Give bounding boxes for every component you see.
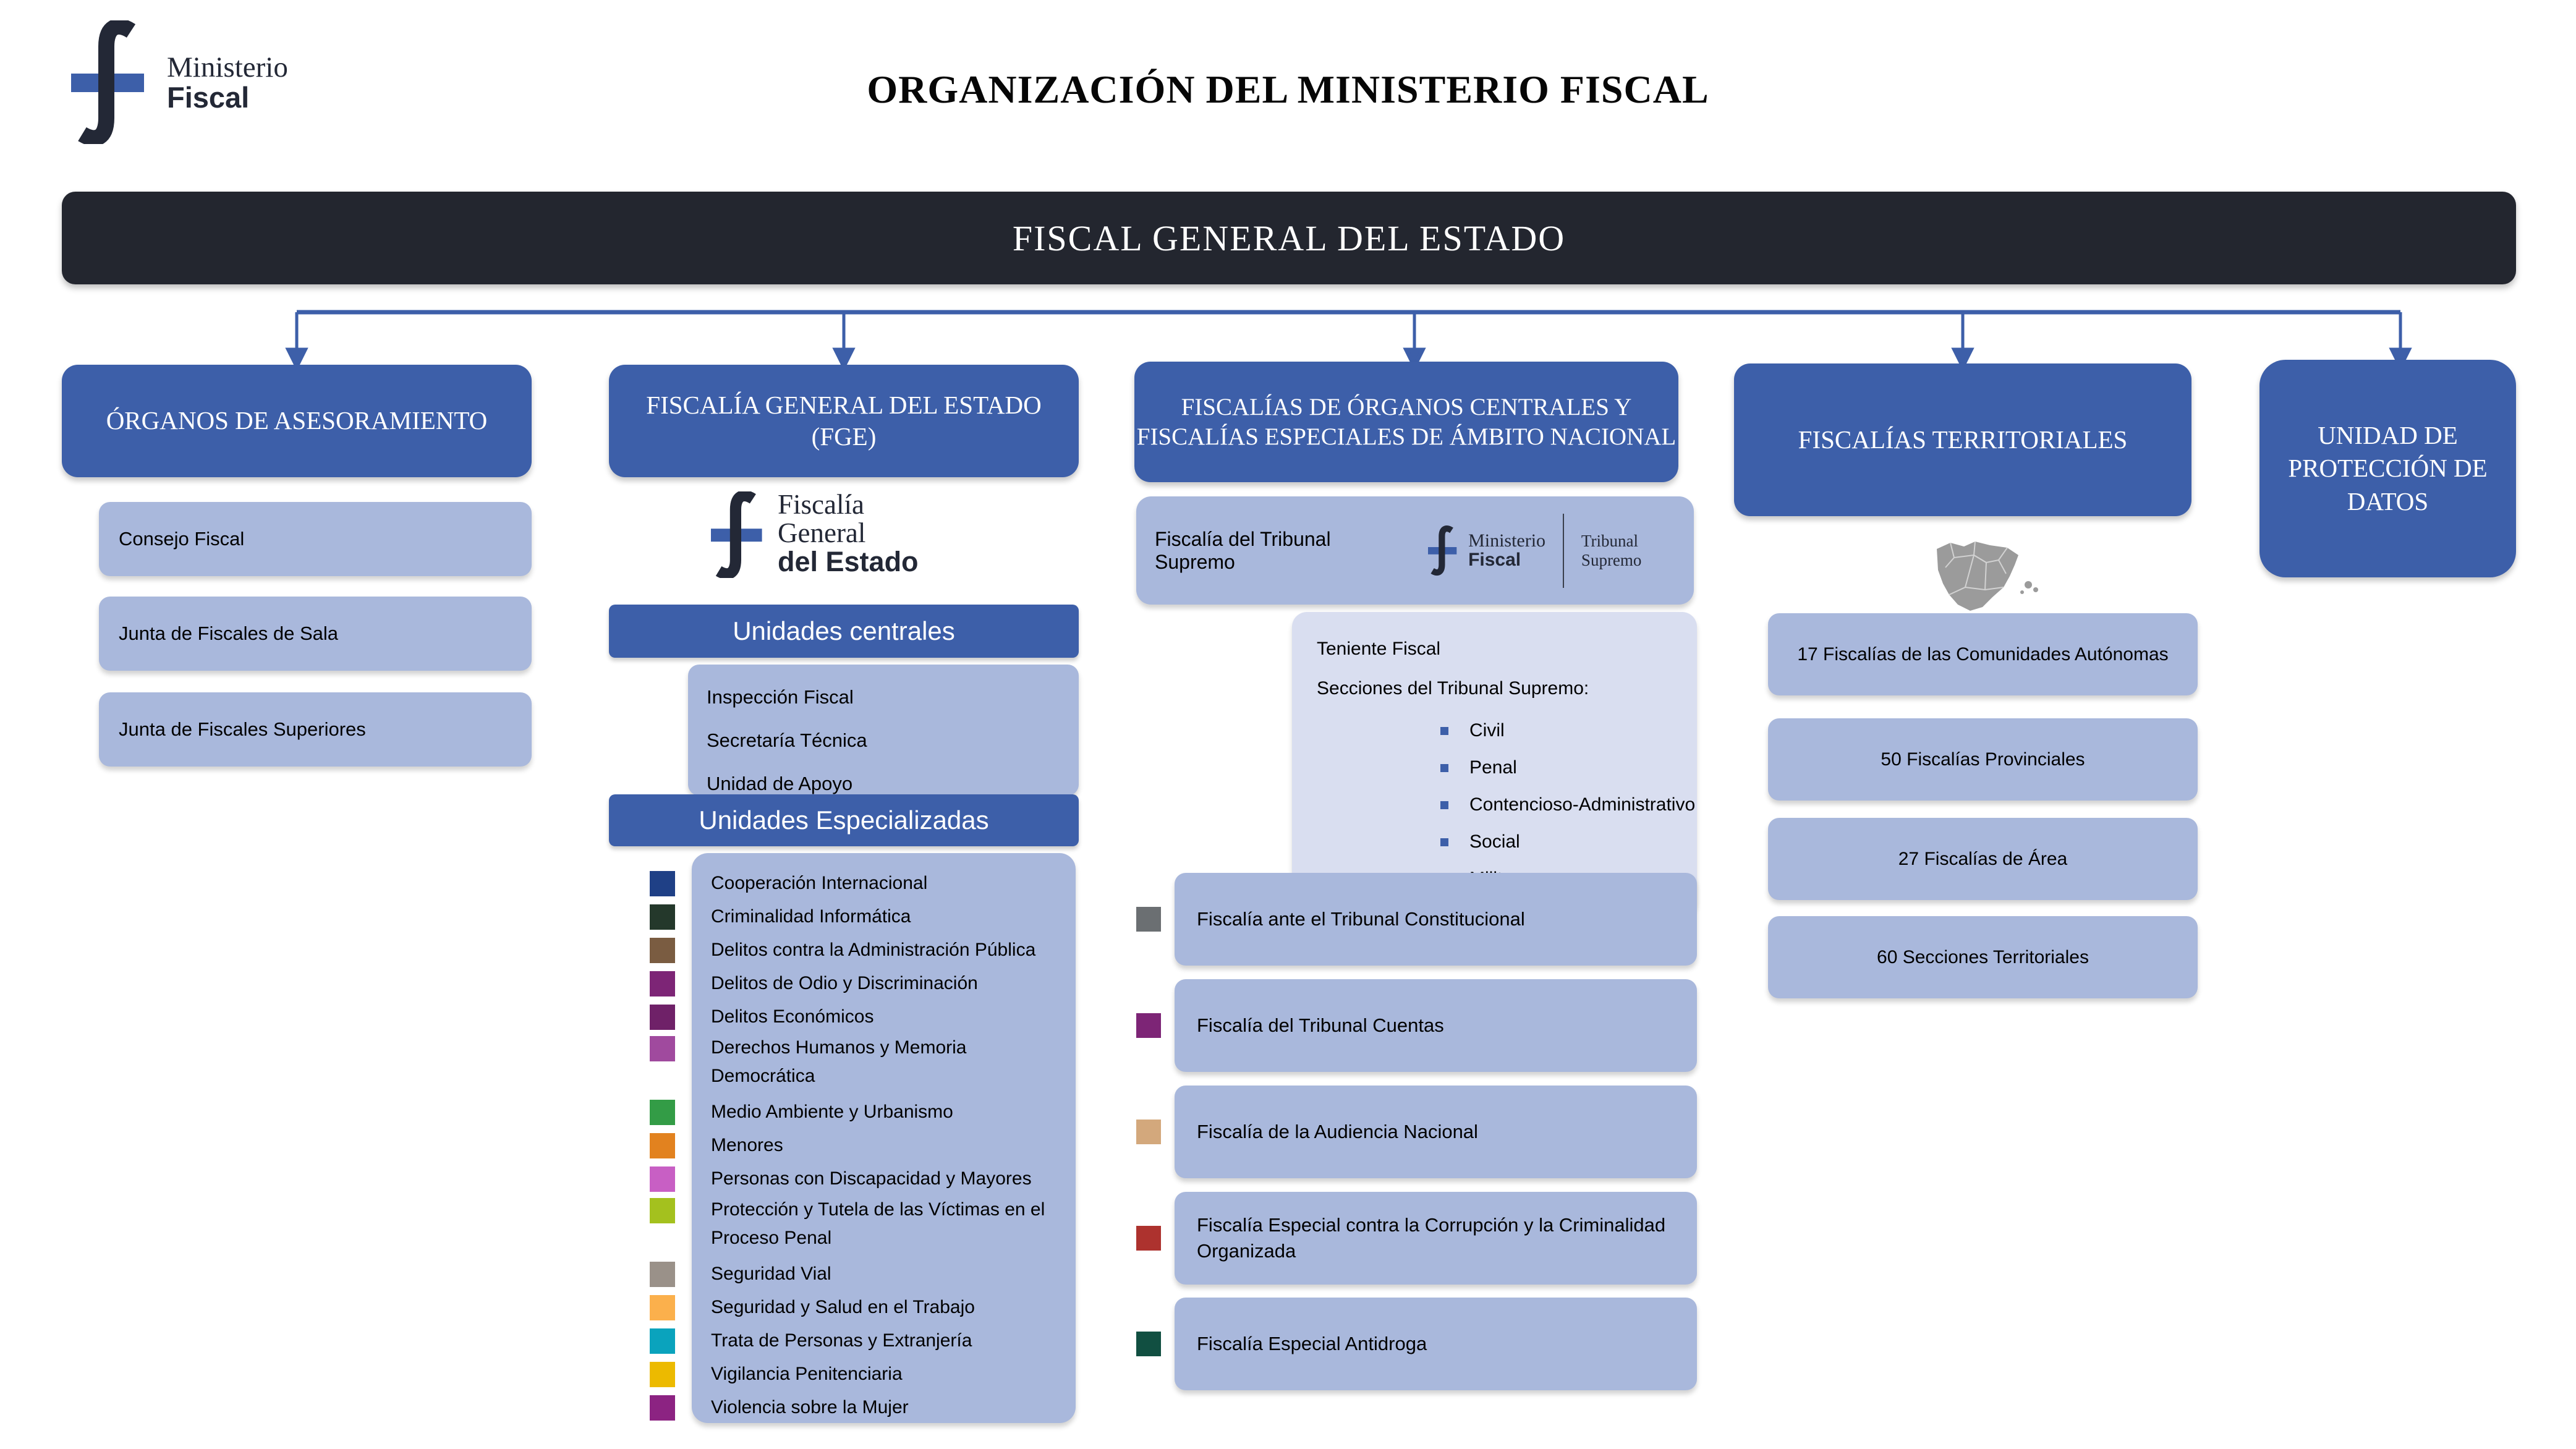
list-item-fiscalias-area: 27 Fiscalías de Área xyxy=(1768,818,2198,900)
ts-logo-org: Tribunal Supremo xyxy=(1581,531,1642,569)
list-item-inspeccion-fiscal: Inspección Fiscal xyxy=(707,686,854,708)
fiscalia-f-icon xyxy=(711,491,767,578)
legend-square-icon xyxy=(650,904,675,930)
column-fge-header: FISCALÍA GENERAL DEL ESTADO (FGE) xyxy=(609,365,1079,477)
ministerio-fiscal-tribunal-supremo-logo xyxy=(1428,514,1694,588)
legend-square-icon xyxy=(650,1262,675,1287)
fge-logo-line2: General xyxy=(778,517,866,549)
fiscalia-general-estado-logo xyxy=(711,491,989,578)
fge-logo-line1: Fiscalía xyxy=(778,489,864,520)
legend-square-icon xyxy=(1136,1226,1161,1251)
unidades-especializadas-list xyxy=(650,867,1076,1424)
list-item-secretaria-tecnica: Secretaría Técnica xyxy=(707,729,867,751)
legend-square-icon xyxy=(650,1100,675,1125)
teniente-fiscal-box xyxy=(1292,612,1697,915)
legend-square-icon xyxy=(650,1362,675,1387)
unidades-centrales-box xyxy=(688,665,1079,796)
column-proteccion-datos: UNIDAD DE PROTECCIÓN DE DATOS xyxy=(2259,360,2516,577)
page-title: ORGANIZACIÓN DEL MINISTERIO FISCAL xyxy=(867,67,1709,111)
list-item-anticorrupcion: Fiscalía Especial contra la Corrupción y la Criminalidad Organizada xyxy=(1175,1192,1697,1285)
list-item-audiencia-nacional: Fiscalía de la Audiencia Nacional xyxy=(1175,1086,1697,1178)
legend-square-icon xyxy=(650,1005,675,1030)
bullet-item: Social xyxy=(1317,823,1697,860)
list-item-junta-fiscales-sala: Junta de Fiscales de Sala xyxy=(99,597,532,671)
list-item: Delitos de Odio y Discriminación xyxy=(650,967,1076,1000)
ts-logo-brand1: Ministerio xyxy=(1468,530,1546,551)
list-item: Derechos Humanos y Memoria Democrática xyxy=(650,1034,1076,1095)
legend-square-icon xyxy=(650,1133,675,1158)
list-item: Menores xyxy=(650,1129,1076,1162)
list-item-unidad-apoyo: Unidad de Apoyo xyxy=(707,773,853,794)
legend-square-icon xyxy=(650,1166,675,1192)
list-item-fiscalias-provinciales: 50 Fiscalías Provinciales xyxy=(1768,718,2198,801)
unidades-especializadas-header: Unidades Especializadas xyxy=(609,794,1079,846)
column-territoriales-header: FISCALÍAS TERRITORIALES xyxy=(1734,363,2191,516)
column-asesoramiento-header: ÓRGANOS DE ASESORAMIENTO xyxy=(62,365,532,477)
tribunal-supremo-box xyxy=(1136,496,1694,605)
list-item: Personas con Discapacidad y Mayores xyxy=(650,1162,1076,1196)
legend-square-icon xyxy=(1136,1013,1161,1038)
legend-square-icon xyxy=(650,1395,675,1421)
list-item: Cooperación Internacional xyxy=(650,867,1076,900)
unidades-centrales-header: Unidades centrales xyxy=(609,605,1079,658)
list-item: Vigilancia Penitenciaria xyxy=(650,1358,1076,1391)
legend-square-icon xyxy=(1136,1120,1161,1144)
legend-square-icon xyxy=(1136,1332,1161,1356)
legend-square-icon xyxy=(650,938,675,963)
legend-square-icon xyxy=(650,871,675,896)
legend-square-icon xyxy=(650,1198,675,1223)
column-organos-centrales-header: FISCALÍAS DE ÓRGANOS CENTRALES Y FISCALÍAS ESPECIALES DE ÁMBITO NACIONAL xyxy=(1134,362,1678,482)
legend-square-icon xyxy=(650,1036,675,1061)
legend-square-icon xyxy=(650,971,675,996)
fiscalia-f-icon xyxy=(1428,524,1460,577)
bullet-square-icon xyxy=(1440,838,1448,846)
list-item: Delitos contra la Administración Pública xyxy=(650,933,1076,967)
list-item: Seguridad y Salud en el Trabajo xyxy=(650,1291,1076,1324)
fge-logo-line3: del Estado xyxy=(778,545,919,577)
bullet-item: Penal xyxy=(1317,749,1697,786)
list-item: Violencia sobre la Mujer xyxy=(650,1391,1076,1424)
ts-logo-brand2: Fiscal xyxy=(1468,549,1521,570)
list-item-antidroga: Fiscalía Especial Antidroga xyxy=(1175,1298,1697,1390)
list-item: Seguridad Vial xyxy=(650,1257,1076,1291)
legend-square-icon xyxy=(650,1295,675,1320)
list-item: Trata de Personas y Extranjería xyxy=(650,1324,1076,1358)
tribunal-supremo-label: Fiscalía del Tribunal Supremo xyxy=(1155,527,1331,573)
bullet-item: Contencioso-Administrativo xyxy=(1317,786,1697,823)
list-item-consejo-fiscal: Consejo Fiscal xyxy=(99,502,532,576)
list-item-tribunal-constitucional: Fiscalía ante el Tribunal Constitucional xyxy=(1175,873,1697,966)
vertical-divider xyxy=(1563,514,1564,588)
bullet-square-icon xyxy=(1440,764,1448,772)
list-item: Protección y Tutela de las Víctimas en el Proceso Penal xyxy=(650,1196,1076,1257)
brand-line2: Fiscal xyxy=(167,80,250,114)
list-item-comunidades-autonomas: 17 Fiscalías de las Comunidades Autónomas xyxy=(1768,613,2198,695)
bullet-square-icon xyxy=(1440,727,1448,735)
list-item-secciones-territoriales: 60 Secciones Territoriales xyxy=(1768,916,2198,998)
teniente-fiscal-label: Teniente Fiscal xyxy=(1317,639,1441,659)
root-node-fiscal-general: FISCAL GENERAL DEL ESTADO xyxy=(62,192,2516,284)
list-item: Criminalidad Informática xyxy=(650,900,1076,933)
list-item-tribunal-cuentas: Fiscalía del Tribunal Cuentas xyxy=(1175,979,1697,1072)
legend-square-icon xyxy=(650,1328,675,1354)
bullet-square-icon xyxy=(1440,801,1448,809)
bullet-item: Civil xyxy=(1317,712,1697,749)
list-item: Medio Ambiente y Urbanismo xyxy=(650,1095,1076,1129)
brand-line1: Ministerio xyxy=(167,51,288,83)
list-item: Delitos Económicos xyxy=(650,1000,1076,1034)
legend-square-icon xyxy=(1136,907,1161,932)
secciones-label: Secciones del Tribunal Supremo: xyxy=(1317,678,1589,699)
list-item-junta-fiscales-superiores: Junta de Fiscales Superiores xyxy=(99,692,532,767)
